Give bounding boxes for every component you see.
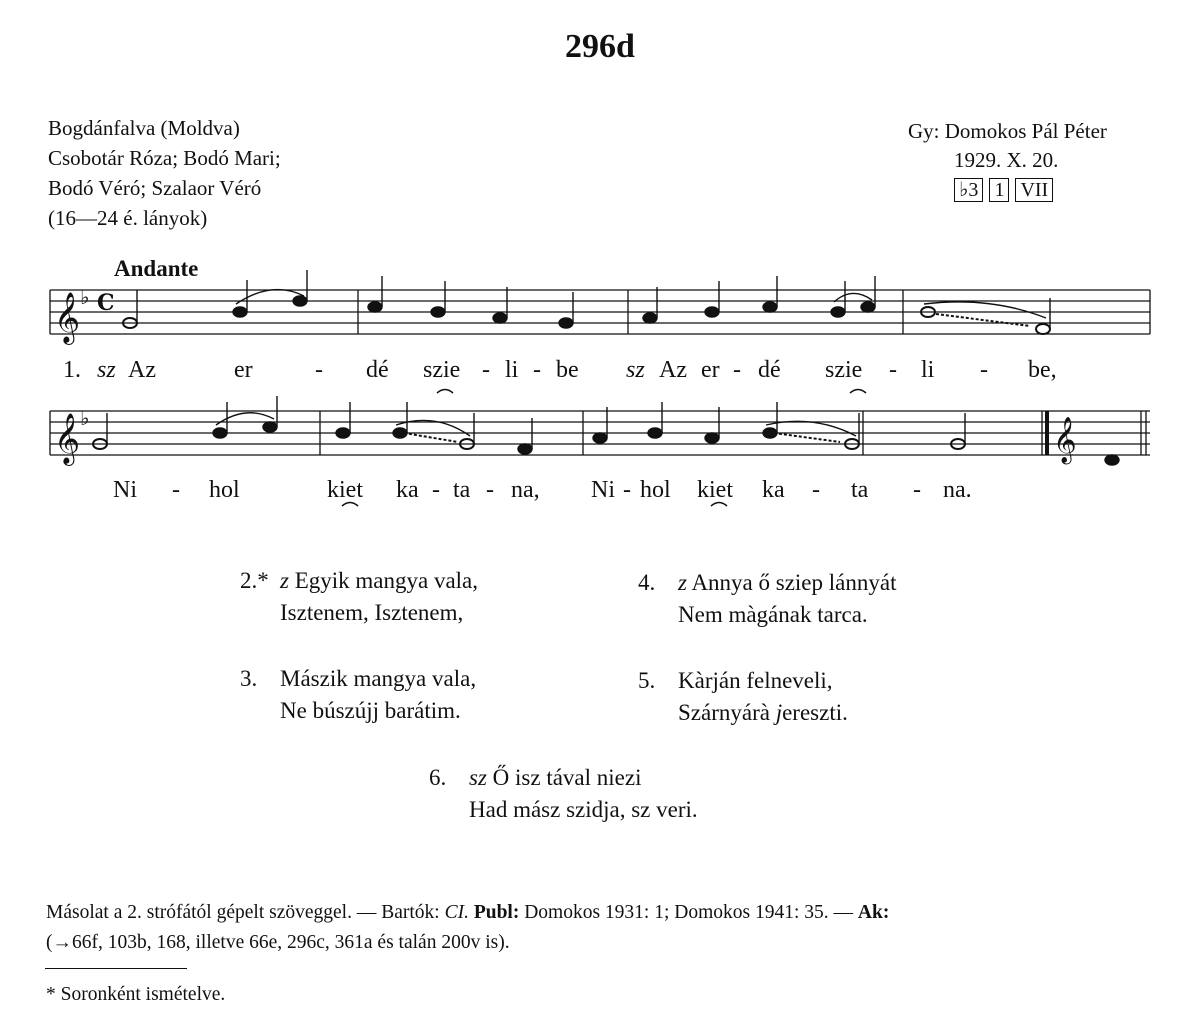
stanza-2: [240, 565, 478, 629]
lyric-hyphen: -: [889, 357, 897, 383]
lyric-hyphen: -: [980, 357, 988, 383]
stanza-6: [429, 762, 698, 826]
stanza-number: 5.: [638, 668, 656, 693]
lyric-syllable: er: [234, 357, 253, 383]
cross-references: (→66f, 103b, 168, illetve 66e, 296c, 361a és talán 200v is).: [46, 932, 510, 953]
lyric-syllable: hol: [640, 477, 671, 503]
lyric-syllable: dé: [758, 357, 781, 383]
stanza-5: [638, 665, 848, 729]
location: Bogdánfalva (Moldva): [48, 116, 240, 140]
lyric-syllable: ta: [851, 477, 869, 503]
stanza-mark: z: [280, 568, 289, 593]
lyric-hyphen: -: [733, 357, 741, 383]
stanza-line: Kàrján felneveli,: [678, 668, 833, 693]
ligature-icon: [437, 390, 453, 394]
lyric-hyphen: -: [623, 477, 631, 503]
lyric-hyphen: -: [315, 357, 323, 383]
lyric-hyphen: -: [486, 477, 494, 503]
footnote-divider: [45, 968, 187, 969]
lyric-syllable: kiet: [697, 477, 733, 503]
lyric-syllable: szie: [825, 357, 863, 383]
stanza-line: Szárnyárà jereszti.: [678, 700, 848, 725]
performers-line-2: Bodó Véró; Szalaor Véró: [48, 176, 262, 200]
lyric-syllable: hol: [209, 477, 240, 503]
common-time-icon: C: [97, 290, 115, 316]
tempo-marking: Andante: [114, 256, 199, 281]
lyric-syllable: ta: [453, 477, 471, 503]
stanza-number: 2.*: [240, 568, 269, 593]
treble-clef-icon: 𝄞: [1053, 417, 1077, 463]
page-title: 296d: [565, 28, 635, 65]
stanza-line: Ne búszújj barátim.: [280, 698, 461, 723]
lyric-mark: sz: [97, 357, 116, 383]
treble-clef-icon: 𝄞: [54, 292, 81, 343]
collection-date: 1929. X. 20.: [954, 148, 1059, 172]
lyric-syllable: Az: [659, 357, 687, 383]
lyric-syllable: li: [505, 357, 519, 383]
cadence-box: ♭3: [954, 178, 983, 202]
performers-age: (16—24 é. lányok): [48, 206, 208, 230]
lyric-syllable: na.: [943, 477, 972, 503]
lyric-syllable: kiet: [327, 477, 363, 503]
stanza-line: Egyik mangya vala,: [294, 568, 479, 593]
stanza-4: [638, 567, 896, 631]
performers-line-1: Csobotár Róza; Bodó Mari;: [48, 146, 281, 170]
lyric-syllable: Ni: [591, 477, 615, 503]
lyric-syllable: er: [701, 357, 720, 383]
lyric-syllable: dé: [366, 357, 389, 383]
lyric-syllable: Az: [128, 357, 156, 383]
stanza-line: Annya ő sziep lánnyát: [691, 570, 897, 595]
lyric-syllable: be,: [1028, 357, 1057, 383]
stanza-3: [240, 663, 476, 727]
footnote: * Soronként ismételve.: [46, 984, 226, 1005]
stanza-number: 3.: [240, 666, 258, 691]
lyric-mark: sz: [626, 357, 645, 383]
lyric-syllable: be: [556, 357, 579, 383]
stanza-line: Mászik mangya vala,: [280, 666, 477, 691]
stanza-line: Isztenem, Isztenem,: [280, 600, 464, 625]
flat-icon: ♭: [80, 406, 90, 430]
lyric-hyphen: -: [432, 477, 440, 503]
stanza-line: Nem màgának tarca.: [678, 602, 868, 627]
cadence-box: VII: [1015, 178, 1053, 202]
stanza-mark: sz: [469, 765, 487, 790]
stanza-number: 4.: [638, 570, 656, 595]
flat-icon: ♭: [80, 285, 90, 309]
stanza-mark: z: [678, 570, 687, 595]
lyric-syllable: ka: [762, 477, 785, 503]
source-note: Másolat a 2. strófától gépelt szöveggel. — Bartók: CI. Publ: Domokos 1931: 1; Domokos 1941: 35. — Ak: (→66f, 103b, 168, illetve 66e, 296c, 361a és talán 200v is).: [46, 898, 889, 958]
stanza-number: 6.: [429, 765, 447, 790]
lyric-hyphen: -: [812, 477, 820, 503]
lyric-hyphen: -: [913, 477, 921, 503]
stanza-line: Had mász szidja, sz veri.: [469, 797, 698, 822]
lyric-hyphen: -: [172, 477, 180, 503]
lyric-syllable: li: [921, 357, 935, 383]
lyric-syllable: Ni: [113, 477, 137, 503]
lyric-hyphen: -: [482, 357, 490, 383]
treble-clef-icon: 𝄞: [54, 413, 81, 464]
lyric-verse-number: 1.: [63, 357, 81, 383]
cadence-box: 1: [989, 178, 1009, 202]
lyric-syllable: na,: [511, 477, 540, 503]
lyric-syllable: ka: [396, 477, 419, 503]
ligature-icon: [850, 390, 866, 394]
lyric-syllable: szie: [423, 357, 461, 383]
collector: Gy: Domokos Pál Péter: [908, 119, 1107, 143]
stanza-line: Ő isz tával niezi: [492, 765, 642, 790]
lyric-hyphen: -: [533, 357, 541, 383]
